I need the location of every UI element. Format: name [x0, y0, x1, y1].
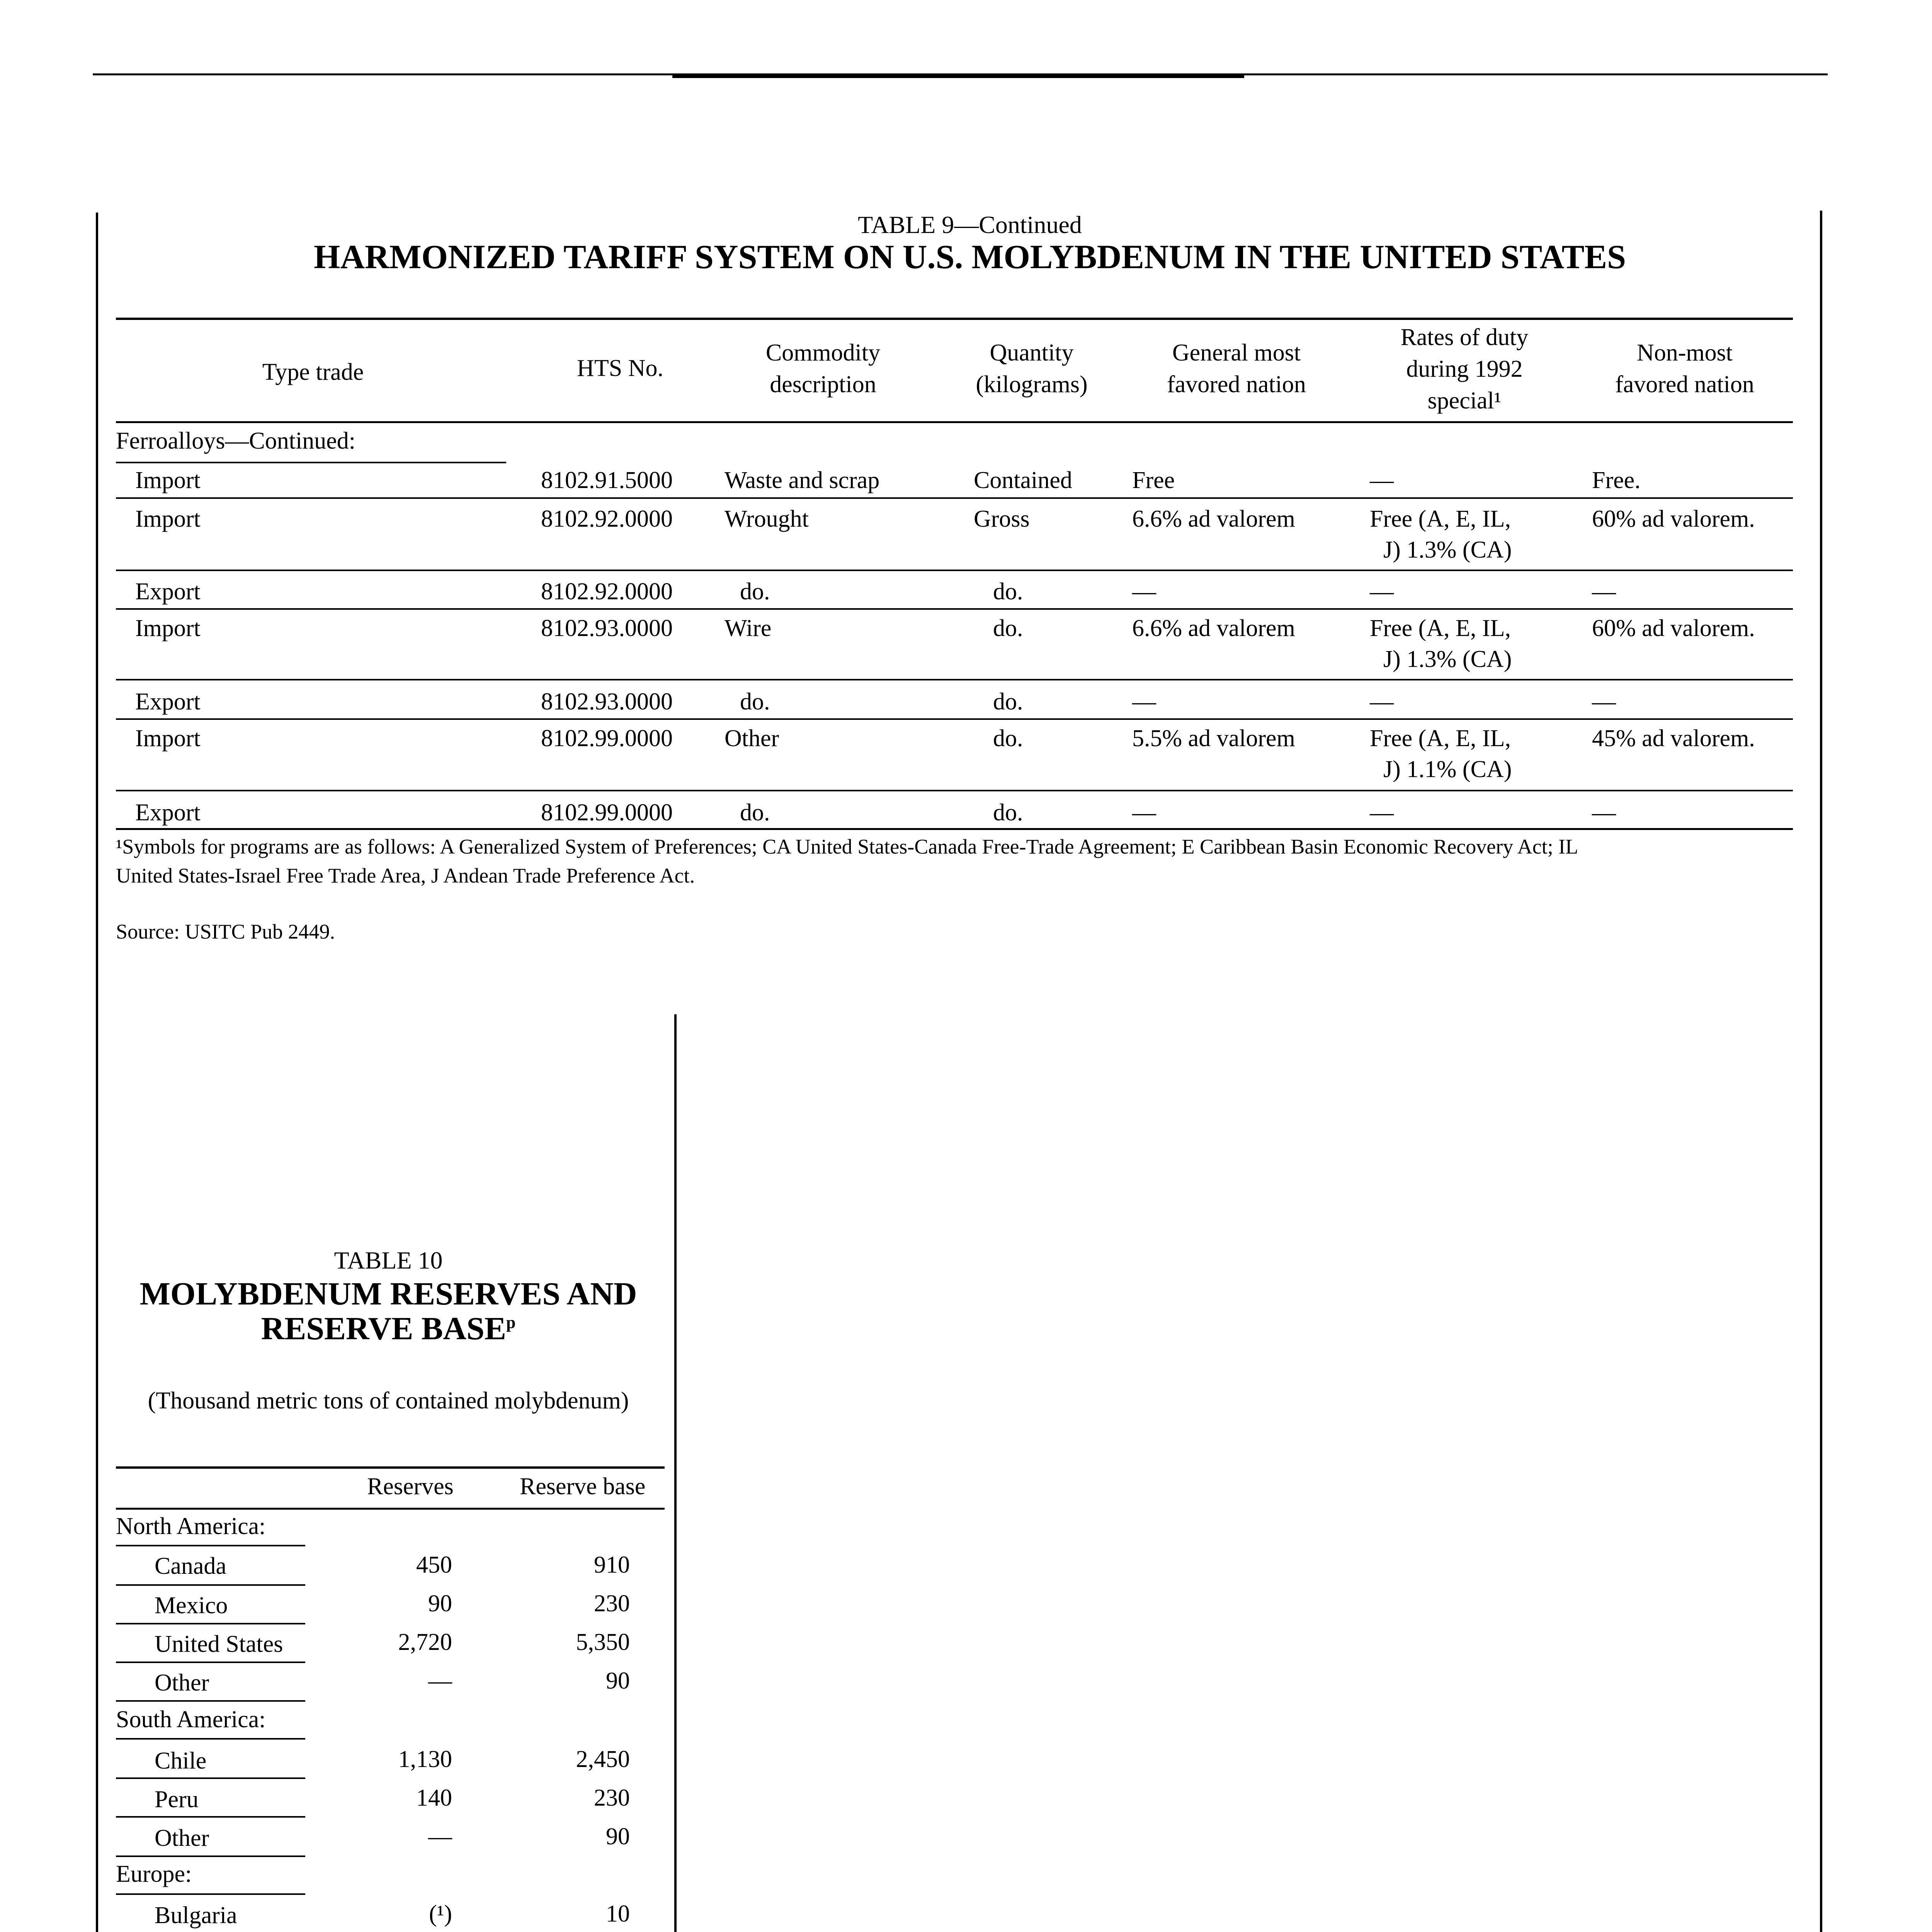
cell-special: — — [1370, 467, 1394, 493]
cell-type: Import — [135, 467, 201, 493]
cell-special: Free (A, E, IL, — [1370, 615, 1511, 641]
column-divider — [674, 1014, 677, 1932]
table9-footnote: ¹Symbols for programs are as follows: A Generalized System of Preferences; CA United States-Canada Free-Trade Agreement; E Caribbean Basin Economic Recovery Act; IL — [116, 835, 1578, 858]
cell-special: Free (A, E, IL, — [1370, 506, 1511, 532]
country-label: Mexico — [155, 1592, 228, 1619]
cell-qty: Gross — [974, 506, 1030, 532]
country-label: Bulgaria — [155, 1902, 237, 1929]
stub-rule — [116, 1855, 305, 1857]
cell-general: Free — [1132, 467, 1175, 493]
cell-general: — — [1132, 689, 1156, 715]
cell-qty: Contained — [974, 467, 1072, 493]
cell-hts: 8102.99.0000 — [541, 799, 673, 826]
cell-qty: do. — [993, 725, 1023, 752]
region-label: Europe: — [116, 1861, 192, 1887]
cell-type: Import — [135, 506, 201, 532]
table9-header-rule — [116, 421, 1793, 423]
cell-special: — — [1370, 578, 1394, 605]
cell-non-most: 45% ad valorem. — [1592, 725, 1755, 752]
section-underline — [116, 462, 506, 463]
cell-qty: do. — [993, 799, 1023, 826]
cell-desc: Wrought — [724, 506, 809, 532]
cell-type: Import — [135, 615, 201, 641]
cell-general: 5.5% ad valorem — [1132, 725, 1295, 752]
cell-non-most: 60% ad valorem. — [1592, 615, 1755, 641]
cell-special-line2: J) 1.3% (CA) — [1383, 537, 1512, 563]
reserve-base-value: 90 — [606, 1823, 630, 1850]
cell-non-most: — — [1592, 799, 1616, 826]
country-label: Other — [155, 1825, 209, 1851]
country-label: Canada — [155, 1553, 226, 1579]
stub-rule — [116, 1623, 305, 1624]
row-rule — [116, 718, 1793, 720]
reserve-base-value: 10 — [606, 1901, 630, 1927]
cell-hts: 8102.93.0000 — [541, 689, 673, 715]
table9-bottom-rule — [116, 828, 1793, 830]
cell-hts: 8102.92.0000 — [541, 578, 673, 605]
cell-desc: Wire — [724, 615, 772, 641]
cell-desc: do. — [740, 689, 770, 715]
cell-general: — — [1132, 799, 1156, 826]
header-rates: Rates of duty during 1992 special¹ — [1400, 324, 1529, 414]
table10-subtitle: (Thousand metric tons of contained molybdenum) — [148, 1388, 629, 1414]
cell-non-most: — — [1592, 578, 1616, 605]
row-rule — [116, 608, 1793, 610]
cell-special-line2: J) 1.1% (CA) — [1383, 756, 1512, 782]
cell-type: Export — [135, 799, 201, 826]
cell-type: Export — [135, 578, 201, 605]
cell-hts: 8102.93.0000 — [541, 615, 673, 641]
row-rule — [116, 790, 1793, 791]
country-label: Chile — [155, 1748, 207, 1774]
cell-type: Import — [135, 725, 201, 752]
table9-section-label: Ferroalloys—Continued: — [116, 428, 355, 454]
left-margin-rule — [96, 213, 98, 1932]
header-type-trade: Type trade — [262, 359, 364, 385]
reserves-value: 450 — [416, 1552, 452, 1578]
stub-rule — [116, 1777, 305, 1779]
cell-hts: 8102.92.0000 — [541, 506, 673, 532]
cell-special-line2: J) 1.3% (CA) — [1383, 646, 1512, 672]
header-hts-no: HTS No. — [577, 355, 663, 381]
cell-qty: do. — [993, 615, 1023, 641]
cell-qty: do. — [993, 578, 1023, 605]
reserve-base-value: 230 — [594, 1785, 630, 1811]
country-label: Peru — [155, 1786, 199, 1813]
row-rule — [116, 570, 1793, 571]
cell-desc: do. — [740, 578, 770, 605]
table10-title-line2: RESERVE BASE$^p$ — [261, 1311, 516, 1347]
cell-desc: do. — [740, 799, 770, 826]
reserves-value: (¹) — [429, 1901, 452, 1927]
col-header-reserve-base: Reserve base — [520, 1473, 646, 1500]
row-rule — [116, 679, 1793, 680]
reserve-base-value: 910 — [594, 1552, 630, 1578]
header-non-most: Non-most favored nation — [1615, 340, 1754, 398]
region-label: North America: — [116, 1513, 266, 1539]
cell-hts: 8102.99.0000 — [541, 725, 673, 752]
reserve-base-value: 5,350 — [576, 1629, 630, 1655]
header-general: General most favored nation — [1167, 340, 1306, 398]
table10-header-rule — [116, 1508, 665, 1510]
table10-label: TABLE 10 — [334, 1247, 443, 1274]
cell-qty: do. — [993, 689, 1023, 715]
table9-source: Source: USITC Pub 2449. — [116, 920, 335, 943]
cell-general: — — [1132, 578, 1156, 605]
stub-rule — [116, 1700, 305, 1702]
row-rule — [116, 497, 1793, 499]
table9-footnote-cont: United States-Israel Free Trade Area, J Andean Trade Preference Act. — [116, 864, 695, 887]
cell-special: — — [1370, 689, 1394, 715]
country-label: United States — [155, 1631, 283, 1657]
cell-desc: Waste and scrap — [724, 467, 880, 493]
reserves-value: — — [428, 1823, 452, 1850]
cell-hts: 8102.91.5000 — [541, 467, 673, 493]
region-label: South America: — [116, 1706, 266, 1733]
country-label: Other — [155, 1670, 209, 1696]
cell-type: Export — [135, 689, 201, 715]
stub-rule — [116, 1545, 305, 1546]
table9-title: HARMONIZED TARIFF SYSTEM ON U.S. MOLYBDENUM IN THE UNITED STATES — [314, 238, 1626, 276]
cell-non-most: Free. — [1592, 467, 1641, 493]
cell-non-most: 60% ad valorem. — [1592, 506, 1755, 532]
cell-general: 6.6% ad valorem — [1132, 615, 1295, 641]
stub-rule — [116, 1893, 305, 1895]
cell-special: — — [1370, 799, 1394, 826]
table10-top-rule — [116, 1466, 665, 1469]
reserves-value: 2,720 — [398, 1629, 452, 1655]
reserve-base-value: 2,450 — [576, 1746, 630, 1772]
table9-top-rule — [116, 318, 1793, 320]
cell-non-most: — — [1592, 689, 1616, 715]
reserves-value: 140 — [416, 1785, 452, 1811]
top-rule-thick — [672, 74, 1244, 78]
table9-label: TABLE 9—Continued — [858, 211, 1082, 238]
cell-special: Free (A, E, IL, — [1370, 725, 1511, 752]
stub-rule — [116, 1584, 305, 1586]
header-commodity: Commodity description — [765, 340, 881, 398]
cell-desc: Other — [724, 725, 779, 752]
stub-rule — [116, 1662, 305, 1663]
cell-general: 6.6% ad valorem — [1132, 506, 1295, 532]
reserve-base-value: 230 — [594, 1590, 630, 1617]
reserves-value: 1,130 — [398, 1746, 452, 1772]
stub-rule — [116, 1816, 305, 1818]
stub-rule — [116, 1738, 305, 1740]
reserve-base-value: 90 — [606, 1668, 630, 1694]
table10-title: MOLYBDENUM RESERVES AND — [139, 1276, 637, 1312]
right-margin-rule — [1820, 211, 1822, 1932]
reserves-value: — — [428, 1668, 452, 1694]
reserves-value: 90 — [428, 1590, 452, 1617]
header-quantity: Quantity (kilograms) — [976, 340, 1088, 398]
col-header-reserves: Reserves — [367, 1473, 454, 1500]
